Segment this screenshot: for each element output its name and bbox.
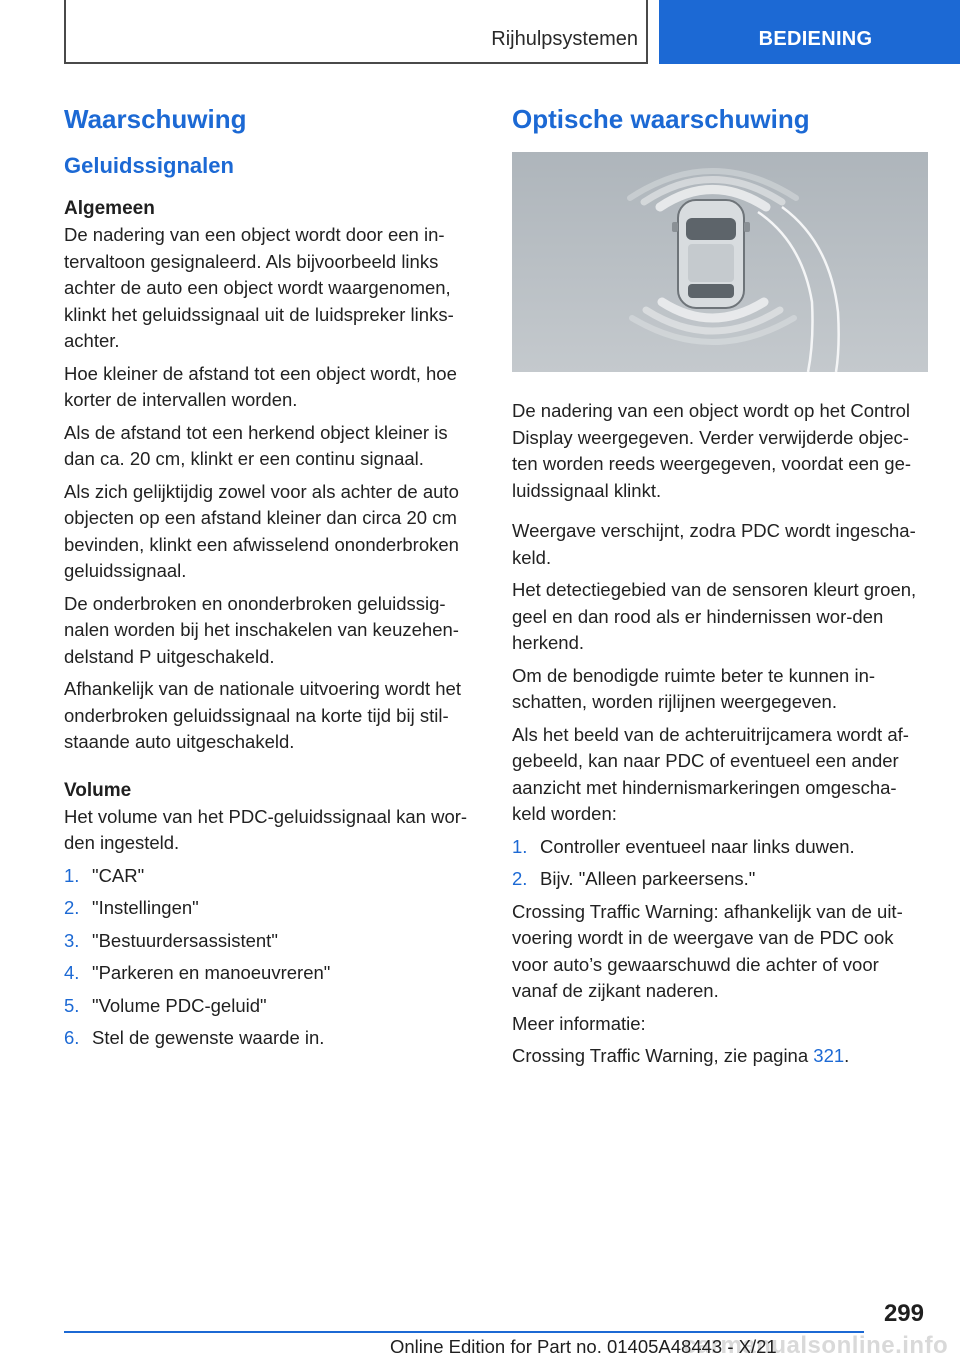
step-number: 5. [64, 994, 80, 1016]
cross-reference [512, 1043, 928, 1070]
right-column [512, 100, 928, 1076]
watermark: carmanualsonline.info [683, 1332, 949, 1359]
section-heading: Waarschuwing [64, 104, 247, 134]
step-number: 2. [512, 868, 528, 889]
list-item [64, 863, 479, 890]
paragraph: Als zich gelijktijdig zowel voor als achter de auto objecten op een afstand kleiner dan circa 20 cm bevinden, klinkt een afwisselend ononderbroken geluidssignaal. [64, 480, 459, 581]
paragraph: Als het beeld van de achteruitrijcamera wordt af-gebeeld, kan naar PDC of eventueel een ander aanzicht met hindernismarkeringen omgescha-keld worden: [512, 723, 909, 824]
step-text: "CAR" [92, 864, 145, 886]
step-number: 1. [64, 864, 80, 886]
step-text: Stel de gewenste waarde in. [92, 1027, 325, 1048]
list-item [64, 960, 479, 987]
paragraph: Afhankelijk van de nationale uitvoering wordt het onderbroken geluidssignaal na korte tijd bij stil-staande auto uitgeschakeld. [64, 678, 461, 752]
chapter-tab-label: BEDIENING [758, 28, 873, 50]
step-text: Controller eventueel naar links duwen. [540, 835, 855, 857]
paragraph: De onderbroken en ononderbroken geluidssig-nalen worden bij het inschakelen van keuzehen-delstand P uitgeschakeld. [64, 592, 459, 667]
step-text: "Instellingen" [92, 897, 199, 918]
pdc-display-illustration [512, 152, 928, 372]
list-item [64, 1025, 479, 1052]
step-text: "Parkeren en manoeuvreren" [92, 962, 331, 983]
list-item [512, 834, 928, 861]
paragraph: Crossing Traffic Warning: afhankelijk van de uit-voering wordt in de weergave van de PDC ook voor auto’s gewaarschuwd die achter of voor vanaf de zijkant naderen. [512, 900, 903, 1001]
paragraph: Het volume van het PDC-geluidssignaal kan wor-den ingesteld. [64, 805, 468, 853]
paragraph: Meer informatie: [512, 1012, 646, 1034]
chapter-tab[interactable] [659, 0, 960, 64]
step-number: 2. [64, 897, 80, 918]
volume-steps-list [64, 863, 479, 1052]
paragraph: De nadering van een object wordt op het Control Display weergegeven. Verder verwijderde objec-ten worden reeds weergegeven, voordat een ge-luidssignaal klinkt. [512, 400, 912, 501]
paragraph: Hoe kleiner de afstand tot een object wordt, hoe korter de intervallen worden. [64, 362, 457, 410]
step-number: 4. [64, 962, 80, 983]
view-steps-list [512, 834, 928, 893]
step-text: Bijv. "Alleen parkeersens." [540, 868, 756, 889]
paragraph: De nadering van een object wordt door een in-tervaltoon gesignaleerd. Als bijvoorbeeld links achter de auto een object wordt waargenomen, klinkt het geluidssignaal uit de luidspreker links-achter. [64, 224, 454, 351]
section-heading: Optische waarschuwing [512, 104, 810, 134]
paragraph: Om de benodigde ruimte beter te kunnen in-schatten, worden rijlijnen weergegeven. [512, 664, 876, 712]
cross-reference-end: . [844, 1045, 850, 1066]
section-title: Rijhulpsystemen [491, 28, 638, 50]
general-heading: Algemeen [64, 198, 155, 219]
step-number: 1. [512, 835, 528, 857]
list-item [64, 993, 479, 1020]
step-text: "Bestuurdersassistent" [92, 929, 278, 951]
left-column [64, 100, 479, 1058]
subsection-heading: Geluidssignalen [64, 153, 234, 178]
page-number: 299 [883, 1300, 924, 1327]
step-text: "Volume PDC-geluid" [92, 994, 267, 1016]
list-item [512, 866, 928, 893]
list-item [64, 928, 479, 955]
list-item [64, 895, 479, 922]
paragraph: Het detectiegebied van de sensoren kleurt groen, geel en dan rood als er hindernissen wor-den herkend. [512, 579, 917, 653]
paragraph: Weergave verschijnt, zodra PDC wordt ingescha-keld. [512, 520, 916, 568]
parking-sensor-graphic [512, 152, 928, 372]
car-top-view [672, 200, 750, 308]
step-number: 6. [64, 1027, 80, 1048]
step-number: 3. [64, 929, 80, 951]
cross-reference-text: Crossing Traffic Warning, zie pagina [512, 1045, 814, 1066]
volume-heading: Volume [64, 779, 132, 801]
edition-text: Online Edition for Part no. 01405A48443 - X/21 [390, 1336, 777, 1357]
paragraph: Als de afstand tot een herkend object kleiner is dan ca. 20 cm, klinkt er een continu signaal. [64, 421, 448, 469]
page-link[interactable]: 321 [813, 1045, 845, 1066]
